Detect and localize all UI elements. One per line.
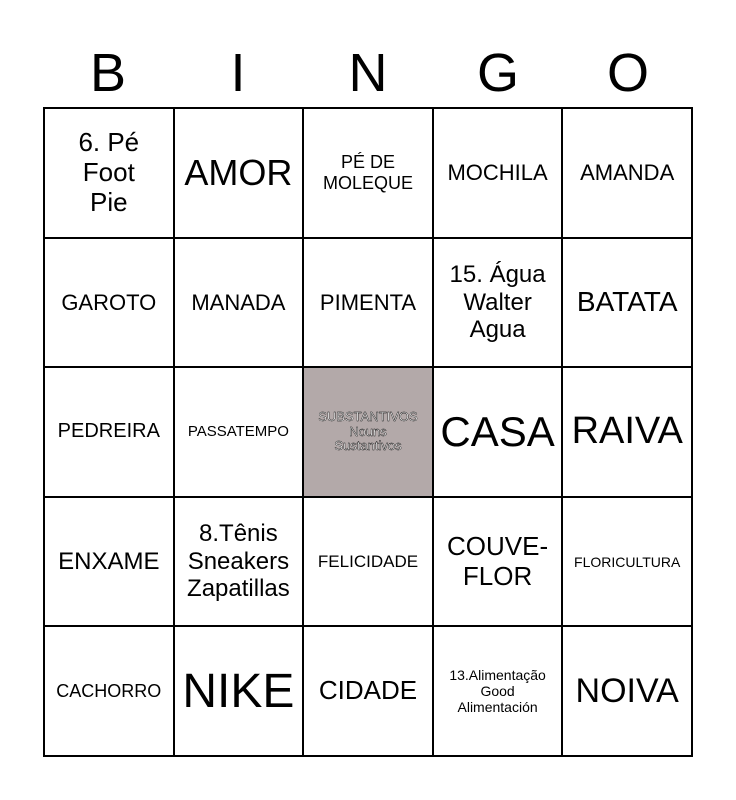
bingo-cell-g3[interactable]: CASA [433,367,563,497]
bingo-cell-o1[interactable]: AMANDA [562,108,692,238]
header-letter-g: G [476,43,519,103]
bingo-cell-g1[interactable]: MOCHILA [433,108,563,238]
bingo-cell-o3[interactable]: RAIVA [562,367,692,497]
bingo-cell-i5[interactable]: NIKE [174,626,304,756]
header-letter-n: N [348,43,388,103]
header-letter-i: I [230,43,246,103]
bingo-cell-o5[interactable]: NOIVA [562,626,692,756]
bingo-cell-i1[interactable]: AMOR [174,108,304,238]
bingo-cell-n1[interactable]: PÉ DE MOLEQUE [303,108,433,238]
bingo-cell-b2[interactable]: GAROTO [44,238,174,368]
bingo-cell-o2[interactable]: BATATA [562,238,692,368]
header-letter-b: B [89,43,127,103]
bingo-cell-n2[interactable]: PIMENTA [303,238,433,368]
bingo-cell-n4[interactable]: FELICIDADE [303,497,433,627]
bingo-cell-b1[interactable]: 6. Pé Foot Pie [44,108,174,238]
bingo-cell-g4[interactable]: COUVE- FLOR [433,497,563,627]
header-letter-o: O [606,43,649,103]
free-space-cell[interactable]: SUBSTANTIVOS Nouns Sustantivos [303,367,433,497]
bingo-card [43,107,693,757]
bingo-cell-o4[interactable]: FLORICULTURA [562,497,692,627]
bingo-header [43,40,693,106]
bingo-cell-g2[interactable]: 15. Água Walter Agua [433,238,563,368]
bingo-cell-b3[interactable]: PEDREIRA [44,367,174,497]
bingo-cell-b5[interactable]: CACHORRO [44,626,174,756]
bingo-cell-i4[interactable]: 8.Tênis Sneakers Zapatillas [174,497,304,627]
bingo-cell-g5[interactable]: 13.Alimentação Good Alimentación [433,626,563,756]
bingo-cell-i2[interactable]: MANADA [174,238,304,368]
bingo-cell-b4[interactable]: ENXAME [44,497,174,627]
bingo-cell-n5[interactable]: CIDADE [303,626,433,756]
bingo-cell-i3[interactable]: PASSATEMPO [174,367,304,497]
